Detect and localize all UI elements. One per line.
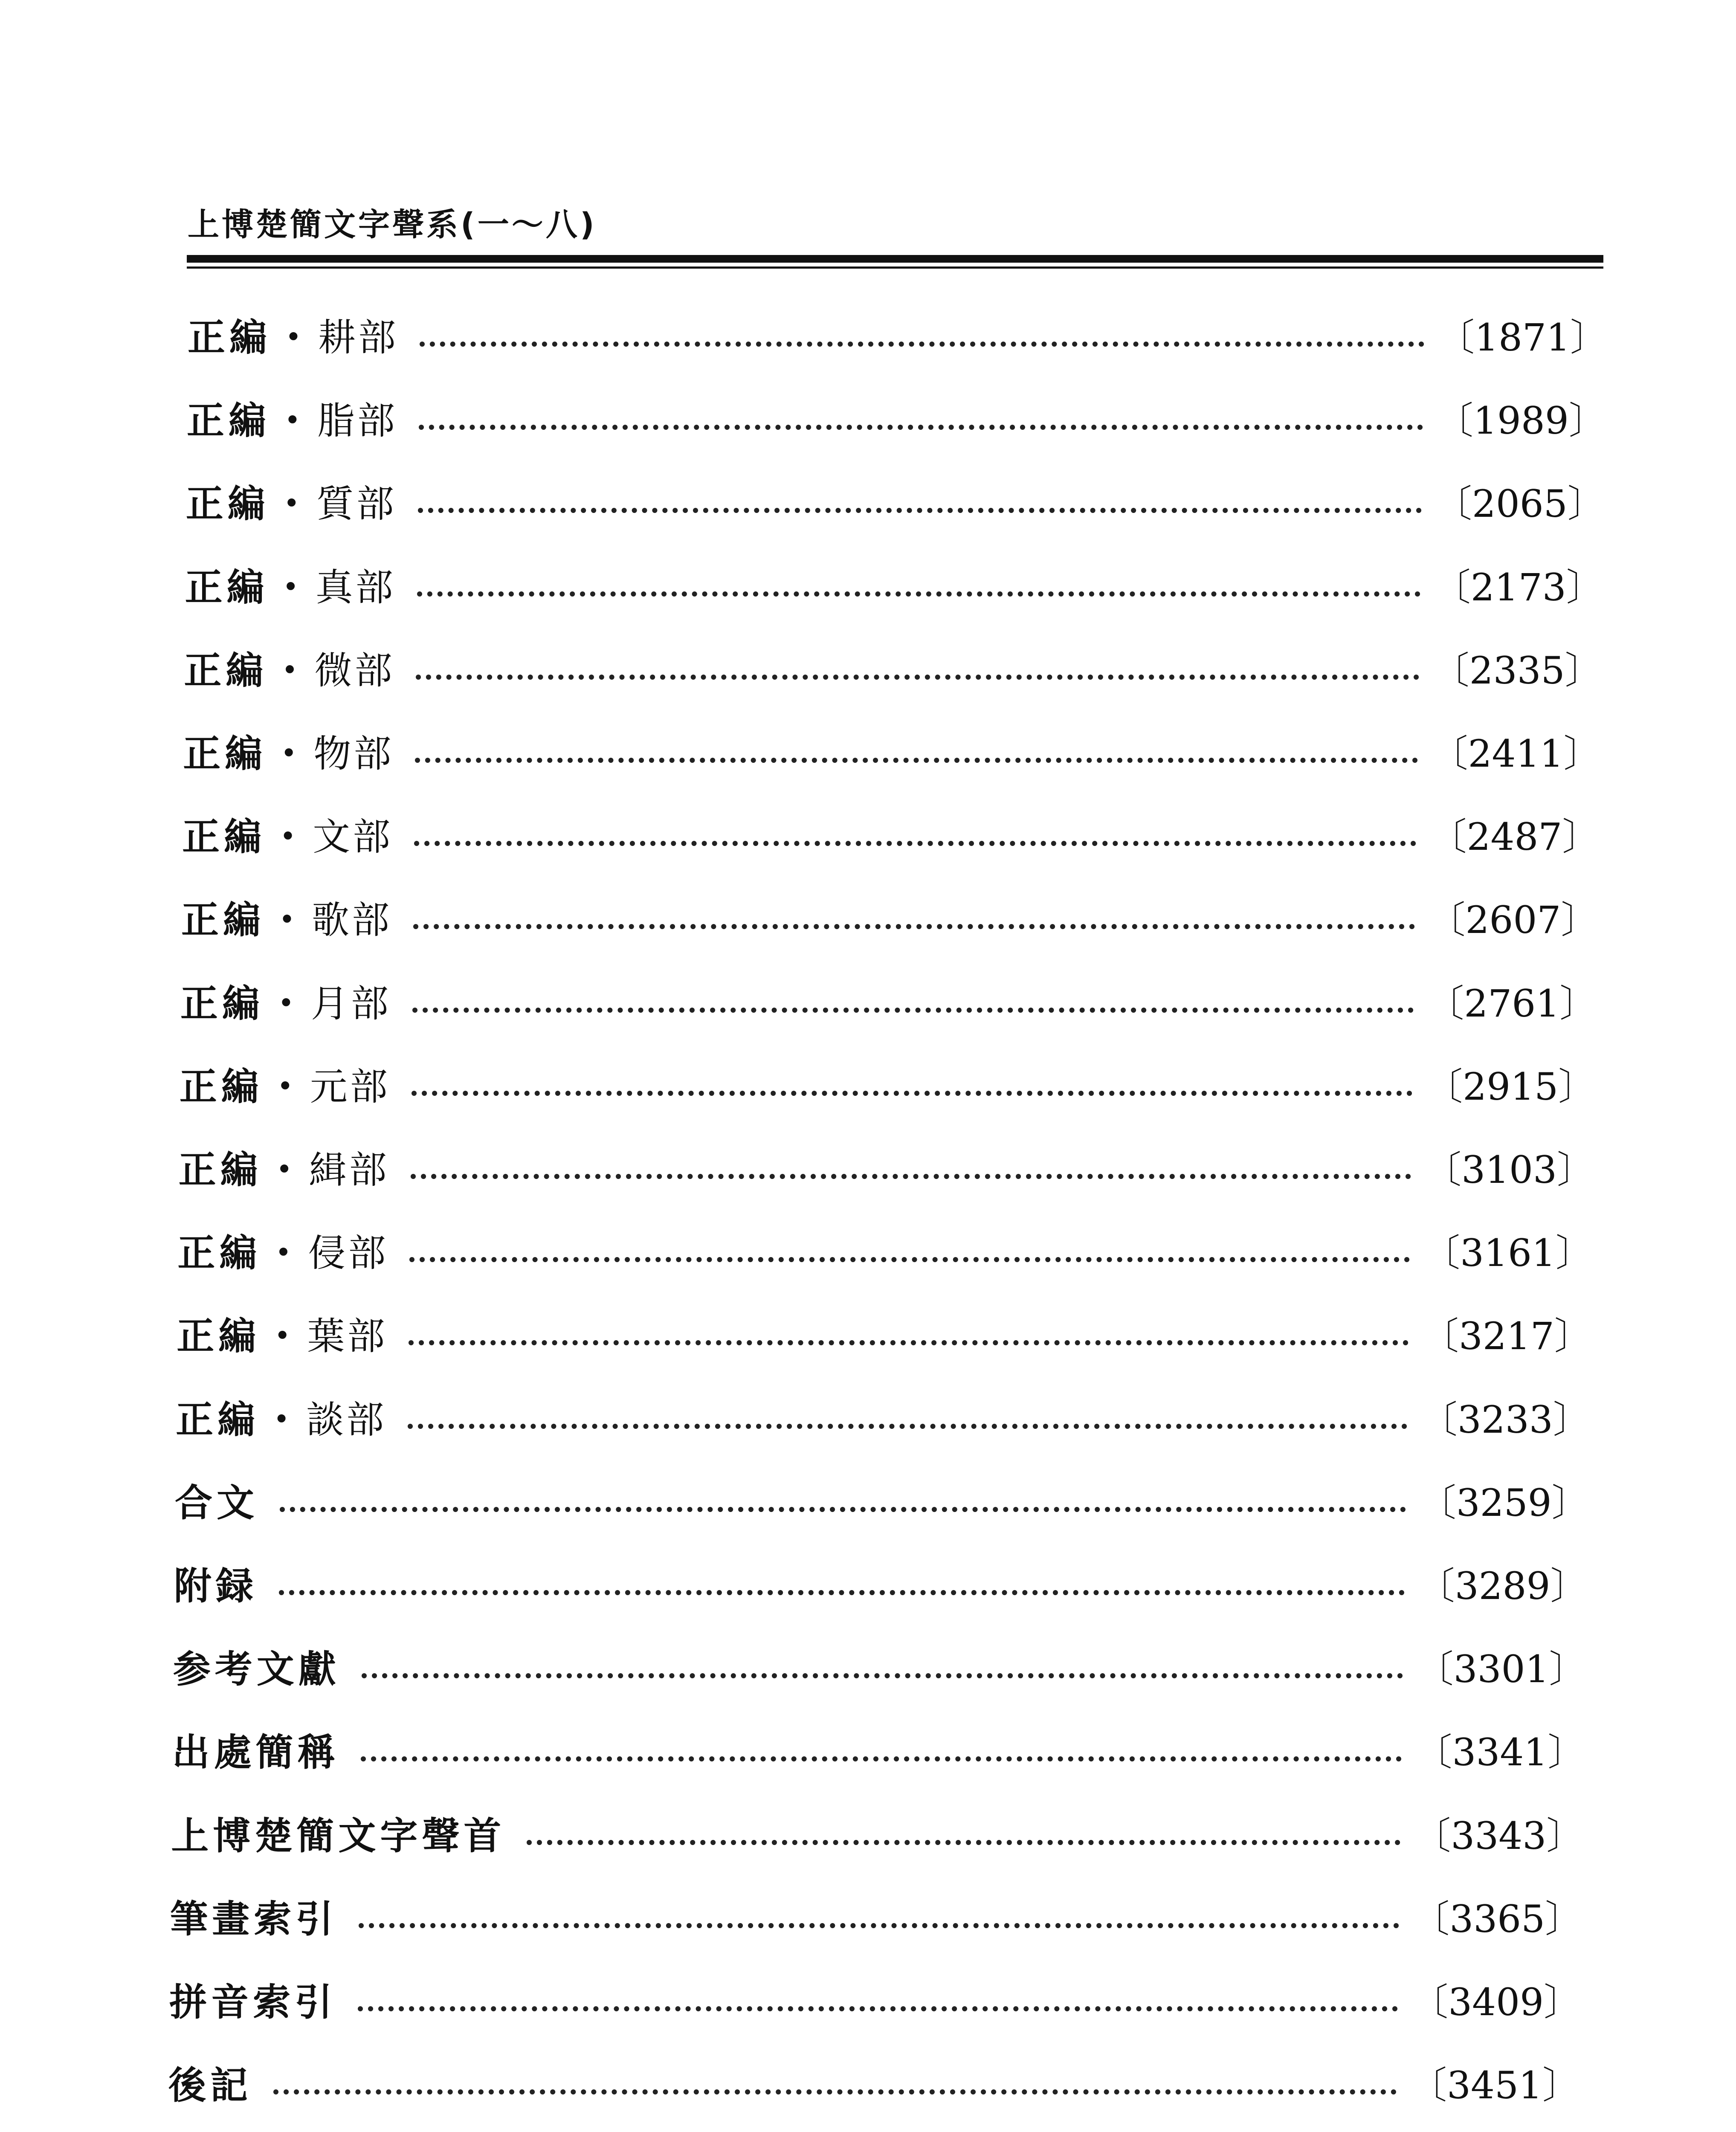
toc-entry-title <box>169 1973 336 2026</box>
toc-entry-separator: ・ <box>264 1231 302 1275</box>
dot-leader <box>409 1340 1409 1345</box>
toc-entry-title <box>174 1556 258 1610</box>
toc-entry-title <box>187 391 397 445</box>
toc-entry-separator: ・ <box>263 1397 301 1442</box>
toc-entry <box>168 2055 1580 2110</box>
toc-entry <box>179 1139 1594 1195</box>
toc-entry-title <box>183 724 394 778</box>
toc-entry-prefix: 出處簡稱 <box>172 1730 339 1775</box>
toc-entry-prefix: 後記 <box>168 2063 252 2108</box>
toc-entry-page-number: 〔2065〕 <box>1434 482 1605 526</box>
toc-entry <box>184 640 1602 695</box>
toc-entry-prefix: 合文 <box>175 1480 259 1525</box>
toc-entry-prefix: 筆畫索引 <box>170 1897 338 1941</box>
dot-leader <box>420 342 1424 347</box>
toc-entry <box>177 1306 1592 1361</box>
toc-entry-page-number: 〔2761〕 <box>1426 981 1597 1025</box>
toc-entry-title <box>188 308 398 362</box>
dot-leader <box>414 841 1416 846</box>
toc-entry-separator: ・ <box>270 732 308 776</box>
dot-leader <box>408 1424 1407 1429</box>
toc-entry-page-number: 〔3451〕 <box>1409 2063 1580 2108</box>
dot-leader <box>358 2006 1398 2011</box>
toc-entry-page-number: 〔3161〕 <box>1422 1231 1593 1275</box>
toc-entry-page-number: 〔3365〕 <box>1412 1897 1583 1941</box>
toc-entry-page-number: 〔3341〕 <box>1414 1730 1585 1775</box>
toc-entry-prefix: 正編 <box>177 1314 261 1359</box>
toc-entry-section: 真部 <box>315 565 396 609</box>
dot-leader <box>412 1091 1412 1096</box>
toc-entry-page-number: 〔1871〕 <box>1437 316 1608 359</box>
toc-entry-section: 文部 <box>313 815 393 859</box>
toc-entry-separator: ・ <box>271 648 309 692</box>
toc-entry-section: 元部 <box>310 1064 390 1109</box>
toc-entry <box>172 1722 1585 1777</box>
running-head: 上博楚簡文字聲系(一～八) <box>188 206 597 243</box>
toc-entry <box>187 390 1606 446</box>
toc-entry-separator: ・ <box>275 316 313 359</box>
toc-entry-page-number: 〔3217〕 <box>1421 1314 1592 1359</box>
dot-leader <box>273 2089 1397 2094</box>
toc-entry-prefix: 上博楚簡文字聲首 <box>171 1813 506 1858</box>
dot-leader <box>409 1257 1410 1262</box>
toc-entry-prefix: 附録 <box>174 1564 258 1608</box>
dot-leader <box>419 425 1423 430</box>
dot-leader <box>416 675 1419 680</box>
toc-entry-page-number: 〔3289〕 <box>1417 1564 1588 1608</box>
toc-entry-section: 月部 <box>310 981 391 1025</box>
toc-entry-prefix: 正編 <box>178 1148 262 1192</box>
toc-entry-title <box>182 807 393 861</box>
toc-entry-page-number: 〔3103〕 <box>1424 1148 1595 1192</box>
toc-entry-separator: ・ <box>265 1148 303 1192</box>
toc-entry-prefix: 正編 <box>186 399 270 443</box>
toc-entry-prefix: 正編 <box>180 981 264 1025</box>
toc-entry-page-number: 〔3259〕 <box>1418 1480 1589 1525</box>
toc-entry-page-number: 〔2915〕 <box>1425 1064 1596 1109</box>
dot-leader <box>280 1507 1406 1512</box>
toc-entry-separator: ・ <box>273 399 311 443</box>
toc-entry <box>170 1889 1582 1944</box>
toc-entry-separator: ・ <box>268 898 306 942</box>
toc-entry-page-number: 〔2487〕 <box>1429 815 1600 859</box>
toc-entry-page-number: 〔3343〕 <box>1413 1813 1584 1858</box>
dot-leader <box>279 1590 1405 1595</box>
toc-entry-title <box>168 2056 252 2109</box>
toc-entry-section: 物部 <box>313 732 394 776</box>
toc-entry <box>181 889 1598 945</box>
dot-leader <box>527 1840 1400 1845</box>
toc-entry-section: 耕部 <box>318 316 399 359</box>
toc-entry-page-number: 〔3301〕 <box>1416 1647 1587 1692</box>
toc-entry-title <box>171 1806 505 1860</box>
dot-leader <box>361 1756 1402 1761</box>
toc-entry-separator: ・ <box>272 482 310 526</box>
toc-entry-prefix: 正編 <box>184 648 268 692</box>
toc-entry-separator: ・ <box>272 565 310 609</box>
toc-entry-page-number: 〔2173〕 <box>1433 565 1604 609</box>
toc-entry <box>175 1472 1589 1528</box>
dot-leader <box>413 924 1415 929</box>
toc-entry-separator: ・ <box>269 815 307 859</box>
toc-entry-page-number: 〔1989〕 <box>1435 399 1606 443</box>
toc-entry <box>186 473 1605 529</box>
toc-entry <box>171 1805 1584 1861</box>
toc-entry-prefix: 正編 <box>185 482 270 526</box>
dot-leader <box>415 758 1417 763</box>
toc-entry-prefix: 正編 <box>179 1064 263 1109</box>
toc-entry <box>188 307 1608 362</box>
toc-entry <box>185 557 1604 612</box>
toc-entry-page-number: 〔2335〕 <box>1432 648 1603 692</box>
toc-entry-title <box>180 974 391 1028</box>
toc-entry-section: 侵部 <box>308 1231 388 1275</box>
toc-entry-title <box>177 1223 388 1277</box>
toc-entry-title <box>170 1889 337 1943</box>
toc-entry-title <box>180 1057 390 1111</box>
toc-entry <box>180 973 1597 1028</box>
dot-leader <box>417 591 1420 597</box>
toc-entry-section: 緝部 <box>309 1148 389 1192</box>
dot-leader <box>362 1673 1403 1678</box>
toc-entry <box>169 1972 1581 2027</box>
toc-entry-separator: ・ <box>264 1314 301 1359</box>
toc-entry-section: 葉部 <box>307 1314 388 1359</box>
toc-entry-title <box>175 1473 258 1527</box>
dot-leader <box>359 1923 1399 1928</box>
toc-entry <box>176 1389 1591 1445</box>
toc-entry <box>180 1056 1596 1112</box>
toc-entry-section: 談部 <box>306 1397 387 1442</box>
toc-entry-prefix: 参考文獻 <box>173 1647 340 1692</box>
toc-entry <box>177 1222 1593 1278</box>
toc-entry-title <box>177 1306 387 1360</box>
toc-entry-title <box>173 1640 340 1693</box>
toc-entry-separator: ・ <box>267 981 305 1025</box>
toc-entry <box>174 1556 1588 1611</box>
toc-entry-title <box>179 1140 389 1194</box>
toc-entry-prefix: 正編 <box>183 732 267 776</box>
toc-entry-title <box>185 558 396 611</box>
toc-entry-separator: ・ <box>266 1064 304 1109</box>
toc-entry <box>173 1639 1587 1694</box>
toc-entry-prefix: 正編 <box>188 316 272 359</box>
toc-entry-prefix: 正編 <box>176 1397 260 1442</box>
toc-entry-title <box>181 890 392 944</box>
toc-entry <box>182 806 1600 862</box>
dot-leader <box>412 1008 1414 1013</box>
toc-entry-page-number: 〔3409〕 <box>1411 1980 1582 2024</box>
toc-entry <box>183 723 1601 779</box>
toc-entry-prefix: 正編 <box>177 1231 261 1275</box>
toc-entry-prefix: 正編 <box>185 565 269 609</box>
toc-entry-page-number: 〔2607〕 <box>1428 898 1599 942</box>
toc-entry-page-number: 〔2411〕 <box>1430 732 1601 776</box>
toc-entry-page-number: 〔3233〕 <box>1420 1397 1591 1442</box>
dot-leader <box>411 1174 1411 1179</box>
toc-entry-section: 歌部 <box>312 898 392 942</box>
toc-entry-prefix: 拼音索引 <box>169 1980 337 2024</box>
toc-entry-section: 質部 <box>316 482 397 526</box>
toc-entry-title <box>172 1723 339 1776</box>
toc-entry-title <box>186 474 397 528</box>
dot-leader <box>418 508 1422 513</box>
toc-entry-prefix: 正編 <box>181 898 265 942</box>
toc-entry-prefix: 正編 <box>182 815 266 859</box>
toc-entry-section: 微部 <box>314 648 395 692</box>
toc-entry-section: 脂部 <box>317 399 397 443</box>
toc-entry-title <box>176 1390 386 1444</box>
toc-entry-title <box>184 641 394 695</box>
